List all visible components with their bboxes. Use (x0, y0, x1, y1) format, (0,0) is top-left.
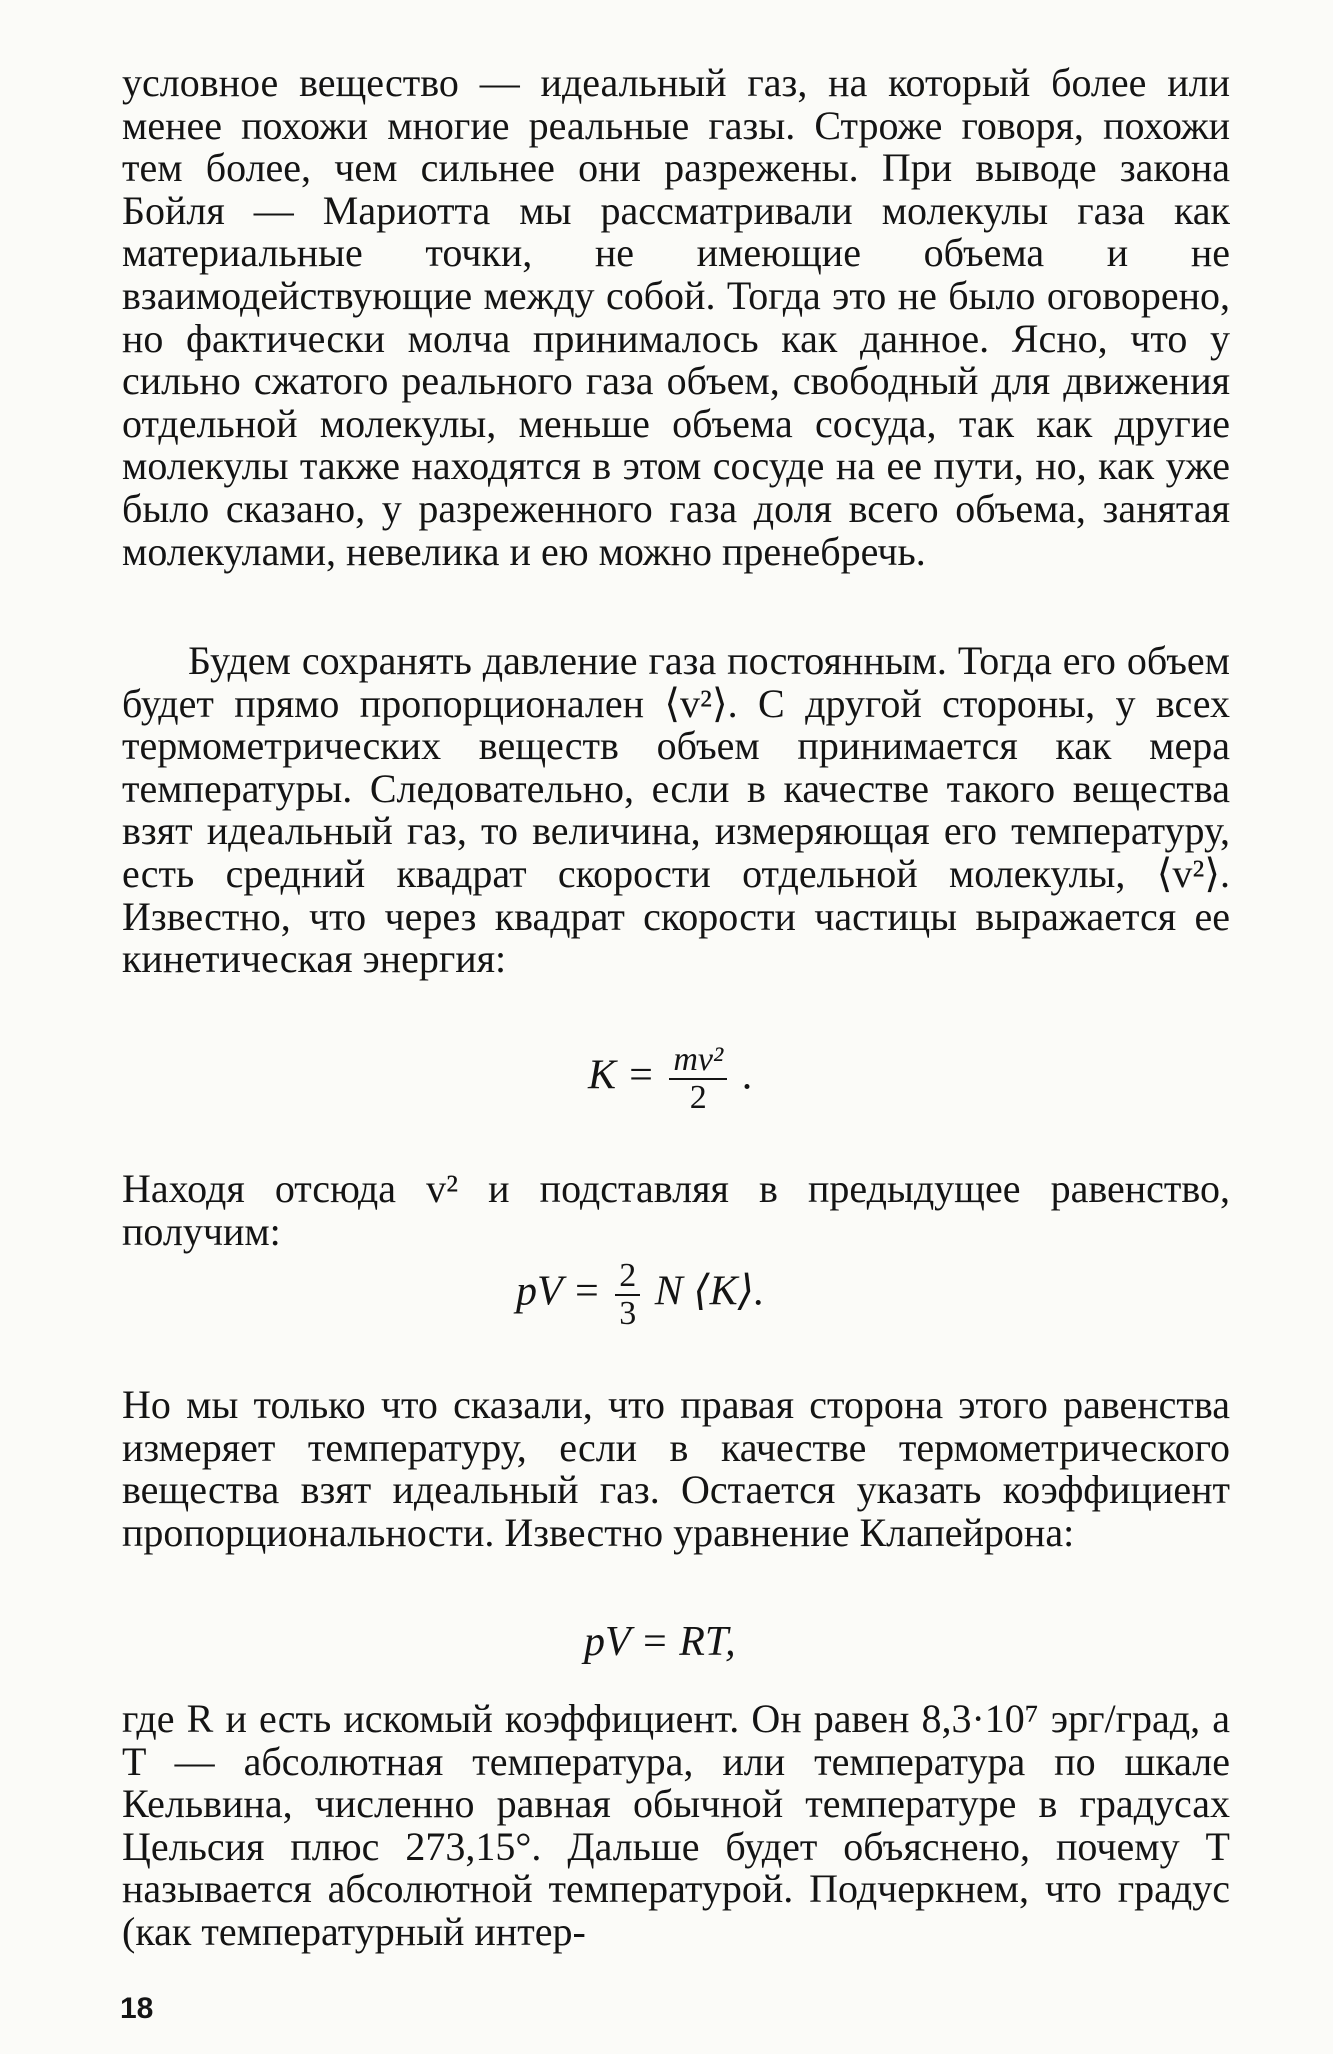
formula-clapeyron: pV = RT, (584, 1619, 736, 1665)
formula-kinetic-lhs: K = (588, 1052, 655, 1099)
paragraph-constant-pressure: Будем сохранять давление газа постоянным. Тогда его объем будет прямо пропорционален ⟨v²⟩. С другой стороны, у всех термометрических веществ объем принимается как мера температуры. Следовательно, если в качестве такого вещества взят идеальный газ, то величина, измеряющая его температуру, есть средний квадрат скорости отдельной молекулы, ⟨v²⟩. Известно, что через квадрат скорости частицы выражается ее кинетическая энергия: (122, 638, 1230, 982)
paragraph-right-side: Но мы только что сказали, что правая сторона этого равенства измеряет температуру, если в качестве термометрического вещества взят идеальный газ. Остается указать коэффициент пропорциональности. Известно уравнение Клапейрона: (122, 1382, 1230, 1555)
page-number: 18 (120, 1992, 154, 2025)
formula-kinetic-denominator: 2 (689, 1079, 707, 1116)
formula-pv-lhs: pV = (516, 1268, 601, 1315)
formula-pv-denominator: 3 (619, 1295, 637, 1332)
formula-kinetic-energy (588, 1042, 752, 1116)
paragraph-substitution: Находя отсюда v² и подставляя в предыдущее равенство, получим: (122, 1166, 1230, 1254)
formula-kinetic-numerator: mv² (669, 1042, 727, 1080)
formula-kinetic-fraction (669, 1042, 727, 1116)
paragraph-gas-constant: где R и есть искомый коэффициент. Он равен 8,3·10⁷ эрг/град, а T — абсолютная температура, или температура по шкале Кельвина, численно равная обычной температуре в градусах Цельсия плюс 273,15°. Дальше будет объяснено, почему T называется абсолютной температурой. Подчеркнем, что градус (как температурный интер- (122, 1696, 1230, 1954)
paragraph-ideal-gas: условное вещество — идеальный газ, на который более или менее похожи многие реальные газы. Строже говоря, похожи тем более, чем сильнее они разрежены. При выводе закона Бойля — Мариотта мы рассматривали молекулы газа как материальные точки, не имеющие объема и не взаимодействующие между собой. Тогда это не было оговорено, но фактически молча принималось как данное. Ясно, что у сильно сжатого реального газа объем, свободный для движения отдельной молекулы, меньше объема сосуда, так как другие молекулы также находятся в этом сосуде на ее пути, но, как уже было сказано, у разреженного газа доля всего объема, занятая молекулами, невелика и ею можно пренебречь. (122, 60, 1230, 574)
formula-pv-tail: N ⟨K⟩. (654, 1268, 765, 1315)
formula-pv-numerator: 2 (615, 1258, 640, 1296)
formula-pv-energy (516, 1258, 765, 1332)
formula-pv-fraction (615, 1258, 640, 1332)
formula-kinetic-tail: . (741, 1052, 753, 1099)
